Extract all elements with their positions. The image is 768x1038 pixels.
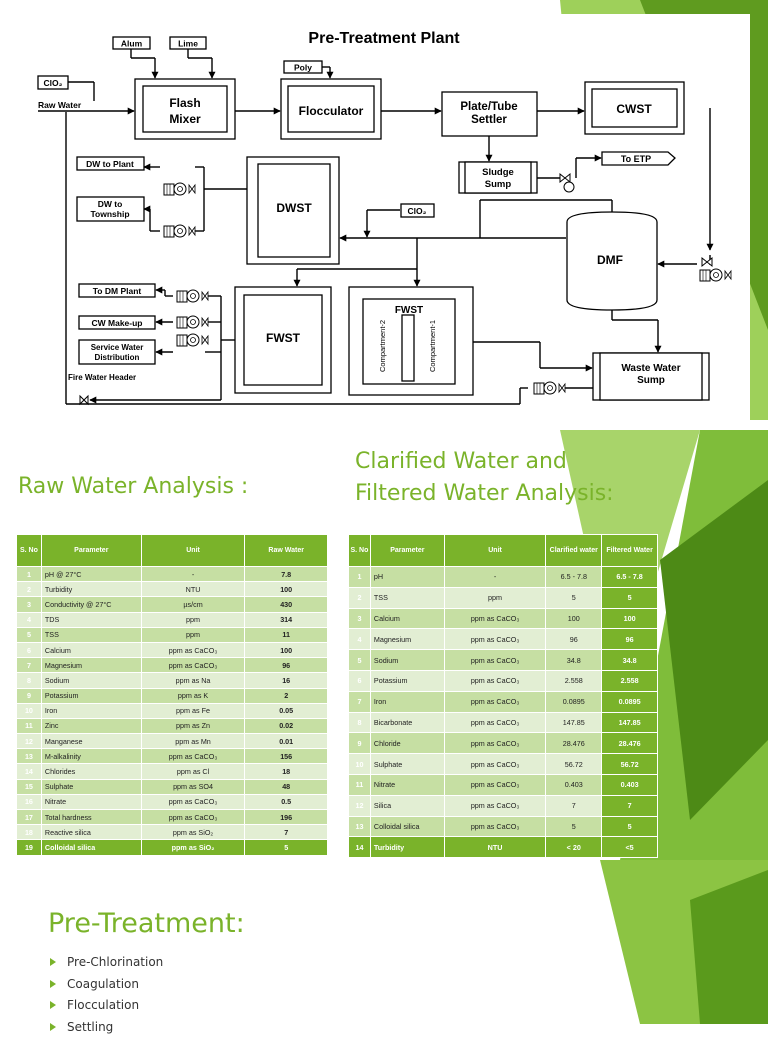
cell-clarified-water: 5 (546, 816, 602, 837)
cell-sno: 16 (17, 794, 42, 809)
table-row (349, 608, 658, 629)
cell-raw-water: 0.01 (245, 734, 328, 749)
cell-parameter: Iron (41, 703, 141, 718)
dw-plant-label: DW to Plant (86, 159, 134, 169)
cell-clarified-water: 0.0895 (546, 691, 602, 712)
cell-parameter: Reactive silica (41, 825, 141, 840)
table-row (349, 650, 658, 671)
table-row (17, 779, 328, 794)
cell-raw-water: 196 (245, 810, 328, 825)
cell-parameter: Total hardness (41, 810, 141, 825)
table-row (17, 749, 328, 764)
cell-parameter: Manganese (41, 734, 141, 749)
cell-sno: 5 (349, 650, 371, 671)
cell-sno: 17 (17, 810, 42, 825)
cell-raw-water: 96 (245, 658, 328, 673)
cell-unit: ppm as CaCO₃ (444, 670, 546, 691)
table-row (17, 734, 328, 749)
cell-unit: - (141, 567, 245, 582)
header-parameter: Parameter (370, 535, 444, 567)
cell-filtered-water: 147.85 (602, 712, 658, 733)
cell-raw-water: 100 (245, 642, 328, 657)
raw-water-heading: Raw Water Analysis : (18, 471, 248, 503)
cell-unit: ppm (141, 612, 245, 627)
table-row (349, 795, 658, 816)
clo2-input-label: ClO₂ (44, 78, 63, 88)
clarified-water-table (348, 534, 658, 858)
cell-filtered-water: 56.72 (602, 754, 658, 775)
table-header-row (349, 535, 658, 567)
poly-label: Poly (294, 63, 312, 73)
header-unit: Unit (141, 535, 245, 567)
diagram-slide (16, 14, 750, 420)
cell-unit: ppm as CaCO₃ (141, 810, 245, 825)
diagram-title: Pre-Treatment Plant (308, 30, 460, 47)
cell-clarified-water: 0.403 (546, 774, 602, 795)
header-clarified-water: Clarified water (546, 535, 602, 567)
cell-sno: 6 (17, 642, 42, 657)
cell-parameter: Chloride (370, 733, 444, 754)
pre-treatment-item: Coagulation (48, 974, 163, 996)
cell-raw-water: 314 (245, 612, 328, 627)
dw-township-label-1: DW to (98, 199, 123, 209)
table-header-row (17, 535, 328, 567)
flash-mixer-label-2: Mixer (169, 112, 201, 126)
table-row (349, 567, 658, 588)
cell-parameter: Turbidity (41, 582, 141, 597)
cell-parameter: pH @ 27°C (41, 567, 141, 582)
raw-water-label: Raw Water (38, 100, 82, 110)
cell-sno: 9 (349, 733, 371, 754)
table-row (17, 718, 328, 733)
cell-sno: 13 (17, 749, 42, 764)
table-row (17, 840, 328, 855)
cell-unit: ppm as Cl (141, 764, 245, 779)
table-row (17, 582, 328, 597)
cell-sno: 9 (17, 688, 42, 703)
cell-clarified-water: 56.72 (546, 754, 602, 775)
cell-unit: NTU (141, 582, 245, 597)
table-row (349, 691, 658, 712)
sludge-sump-label-2: Sump (485, 179, 512, 190)
cell-unit: ppm as Mn (141, 734, 245, 749)
cell-parameter: Calcium (41, 642, 141, 657)
cell-filtered-water: 5 (602, 816, 658, 837)
cell-parameter: Sodium (41, 673, 141, 688)
cell-parameter: Conductivity @ 27°C (41, 597, 141, 612)
cell-parameter: Colloidal silica (41, 840, 141, 855)
header-sno: S. No (17, 535, 42, 567)
cell-parameter: TSS (41, 627, 141, 642)
table-row (17, 658, 328, 673)
pre-treatment-item: Flocculation (48, 995, 163, 1017)
cell-clarified-water: 7 (546, 795, 602, 816)
cell-unit: ppm as CaCO₃ (444, 733, 546, 754)
table-row (349, 629, 658, 650)
cell-parameter: TSS (370, 587, 444, 608)
cell-filtered-water: 0.0895 (602, 691, 658, 712)
cell-parameter: Iron (370, 691, 444, 712)
cell-parameter: Magnesium (41, 658, 141, 673)
cell-sno: 15 (17, 779, 42, 794)
table-row (17, 627, 328, 642)
table-row (17, 825, 328, 840)
cell-clarified-water: 28.476 (546, 733, 602, 754)
cell-sno: 10 (349, 754, 371, 775)
cell-sno: 4 (17, 612, 42, 627)
cell-sno: 13 (349, 816, 371, 837)
header-unit: Unit (444, 535, 546, 567)
pre-treatment-item: Settling (48, 1017, 163, 1038)
settler-label-2: Settler (471, 114, 507, 126)
cell-parameter: Nitrate (41, 794, 141, 809)
cell-parameter: Nitrate (370, 774, 444, 795)
flocculator-label: Flocculator (299, 104, 364, 118)
cell-filtered-water: 0.403 (602, 774, 658, 795)
table-row (349, 816, 658, 837)
cell-parameter: M-alkalinity (41, 749, 141, 764)
cell-raw-water: 0.02 (245, 718, 328, 733)
cell-unit: ppm as SiO₂ (141, 840, 245, 855)
cell-sno: 1 (17, 567, 42, 582)
cell-sno: 8 (17, 673, 42, 688)
cell-parameter: Calcium (370, 608, 444, 629)
cell-parameter: Magnesium (370, 629, 444, 650)
table-row (17, 794, 328, 809)
cell-raw-water: 11 (245, 627, 328, 642)
cell-unit: ppm as CaCO₃ (444, 816, 546, 837)
clarified-heading-line-2: Filtered Water Analysis: (355, 478, 614, 510)
cell-clarified-water: 96 (546, 629, 602, 650)
cwst-label: CWST (616, 102, 652, 116)
cell-unit: ppm as Zn (141, 718, 245, 733)
table-row (17, 673, 328, 688)
pre-treatment-list (48, 952, 163, 1038)
table-row (349, 587, 658, 608)
cell-sno: 6 (349, 670, 371, 691)
cell-filtered-water: 28.476 (602, 733, 658, 754)
fwst-2-label: FWST (395, 305, 423, 316)
cell-parameter: Zinc (41, 718, 141, 733)
table-row (17, 688, 328, 703)
clarified-heading-line-1: Clarified Water and (355, 446, 567, 478)
cell-sno: 2 (349, 587, 371, 608)
table-row (17, 597, 328, 612)
cell-unit: ppm as K (141, 688, 245, 703)
cw-makeup-label: CW Make-up (92, 318, 143, 328)
cell-raw-water: 0.05 (245, 703, 328, 718)
cell-raw-water: 7 (245, 825, 328, 840)
dmf-label: DMF (597, 253, 623, 267)
cell-raw-water: 2 (245, 688, 328, 703)
cell-filtered-water: 2.558 (602, 670, 658, 691)
cell-unit: ppm as CaCO₃ (444, 795, 546, 816)
table-row (17, 612, 328, 627)
cell-sno: 7 (349, 691, 371, 712)
cell-raw-water: 48 (245, 779, 328, 794)
cell-unit: ppm as CaCO₃ (444, 712, 546, 733)
cell-parameter: Bicarbonate (370, 712, 444, 733)
cell-unit: ppm as CaCO₃ (141, 658, 245, 673)
cell-raw-water: 18 (245, 764, 328, 779)
cell-unit: ppm as CaCO₃ (444, 754, 546, 775)
cell-clarified-water: 34.8 (546, 650, 602, 671)
cell-unit: ppm as CaCO₃ (444, 691, 546, 712)
waste-water-sump-label-2: Sump (637, 375, 665, 386)
cell-filtered-water: <5 (602, 837, 658, 858)
cell-raw-water: 0.5 (245, 794, 328, 809)
lime-label: Lime (178, 39, 198, 49)
cell-parameter: Sodium (370, 650, 444, 671)
clo2-dose-label: ClO₂ (408, 206, 427, 216)
table-row (17, 703, 328, 718)
cell-unit: ppm as CaCO₃ (141, 642, 245, 657)
cell-unit: ppm as Na (141, 673, 245, 688)
cell-parameter: Sulphate (370, 754, 444, 775)
cell-unit: ppm as CaCO₃ (444, 774, 546, 795)
cell-clarified-water: 147.85 (546, 712, 602, 733)
cell-sno: 5 (17, 627, 42, 642)
pre-treatment-heading: Pre-Treatment: (48, 908, 245, 939)
table-row (349, 754, 658, 775)
cell-filtered-water: 96 (602, 629, 658, 650)
cell-sno: 18 (17, 825, 42, 840)
cell-raw-water: 430 (245, 597, 328, 612)
cell-raw-water: 7.8 (245, 567, 328, 582)
cell-raw-water: 16 (245, 673, 328, 688)
cell-sno: 1 (349, 567, 371, 588)
table-row (17, 764, 328, 779)
cell-clarified-water: 100 (546, 608, 602, 629)
table-row (17, 567, 328, 582)
cell-sno: 12 (349, 795, 371, 816)
cell-filtered-water: 34.8 (602, 650, 658, 671)
waste-water-sump-label-1: Waste Water (621, 363, 680, 374)
dw-township-label-2: Township (90, 209, 129, 219)
cell-unit: ppm as Fe (141, 703, 245, 718)
cell-parameter: Potassium (41, 688, 141, 703)
cell-parameter: Turbidity (370, 837, 444, 858)
cell-raw-water: 156 (245, 749, 328, 764)
cell-unit: ppm as CaCO₃ (444, 650, 546, 671)
cell-parameter: Colloidal silica (370, 816, 444, 837)
cell-parameter: Silica (370, 795, 444, 816)
cell-unit: µs/cm (141, 597, 245, 612)
cell-filtered-water: 6.5 - 7.8 (602, 567, 658, 588)
raw-water-table (16, 534, 328, 856)
cell-sno: 11 (349, 774, 371, 795)
cell-raw-water: 100 (245, 582, 328, 597)
table-row (349, 733, 658, 754)
header-raw-water: Raw Water (245, 535, 328, 567)
cell-sno: 12 (17, 734, 42, 749)
pre-treatment-item: Pre-Chlorination (48, 952, 163, 974)
table-row (17, 810, 328, 825)
cell-unit: ppm as SO4 (141, 779, 245, 794)
cell-parameter: Chlorides (41, 764, 141, 779)
cell-sno: 2 (17, 582, 42, 597)
cell-sno: 3 (349, 608, 371, 629)
cell-unit: ppm as SiO₂ (141, 825, 245, 840)
header-parameter: Parameter (41, 535, 141, 567)
service-water-label-1: Service Water (91, 343, 144, 352)
cell-clarified-water: < 20 (546, 837, 602, 858)
dwst-label: DWST (276, 201, 312, 215)
table-row (349, 837, 658, 858)
flash-mixer-label-1: Flash (169, 96, 200, 110)
table-row (349, 670, 658, 691)
cell-unit: - (444, 567, 546, 588)
alum-label: Alum (121, 39, 143, 49)
cell-unit: ppm as CaCO₃ (444, 608, 546, 629)
cell-sno: 11 (17, 718, 42, 733)
table-row (349, 712, 658, 733)
cell-unit: NTU (444, 837, 546, 858)
compartment-2-label: Compartment-2 (378, 320, 387, 372)
cell-sno: 19 (17, 840, 42, 855)
header-filtered-water: Filtered Water (602, 535, 658, 567)
cell-sno: 14 (17, 764, 42, 779)
cell-clarified-water: 2.558 (546, 670, 602, 691)
cell-unit: ppm as CaCO₃ (141, 794, 245, 809)
fwst-1-label: FWST (266, 331, 301, 345)
settler-label-1: Plate/Tube (460, 101, 517, 113)
to-etp-label: To ETP (621, 154, 651, 164)
cell-unit: ppm (444, 587, 546, 608)
cell-unit: ppm (141, 627, 245, 642)
cell-sno: 7 (17, 658, 42, 673)
cell-clarified-water: 6.5 - 7.8 (546, 567, 602, 588)
dm-plant-label: To DM Plant (93, 286, 142, 296)
table-row (349, 774, 658, 795)
service-water-label-2: Distribution (95, 353, 140, 362)
cell-sno: 10 (17, 703, 42, 718)
table-row (17, 642, 328, 657)
sludge-sump-label-1: Sludge (482, 167, 514, 178)
cell-parameter: Sulphate (41, 779, 141, 794)
cell-sno: 14 (349, 837, 371, 858)
cell-parameter: pH (370, 567, 444, 588)
compartment-1-label: Compartment-1 (428, 320, 437, 372)
cell-parameter: Potassium (370, 670, 444, 691)
cell-unit: ppm as CaCO₃ (141, 749, 245, 764)
pre-treatment-diagram (16, 14, 750, 420)
cell-sno: 4 (349, 629, 371, 650)
cell-unit: ppm as CaCO₃ (444, 629, 546, 650)
header-sno: S. No (349, 535, 371, 567)
cell-sno: 8 (349, 712, 371, 733)
cell-raw-water: 5 (245, 840, 328, 855)
cell-filtered-water: 5 (602, 587, 658, 608)
cell-sno: 3 (17, 597, 42, 612)
cell-clarified-water: 5 (546, 587, 602, 608)
cell-parameter: TDS (41, 612, 141, 627)
cell-filtered-water: 100 (602, 608, 658, 629)
fire-water-header-label: Fire Water Header (68, 373, 136, 382)
cell-filtered-water: 7 (602, 795, 658, 816)
